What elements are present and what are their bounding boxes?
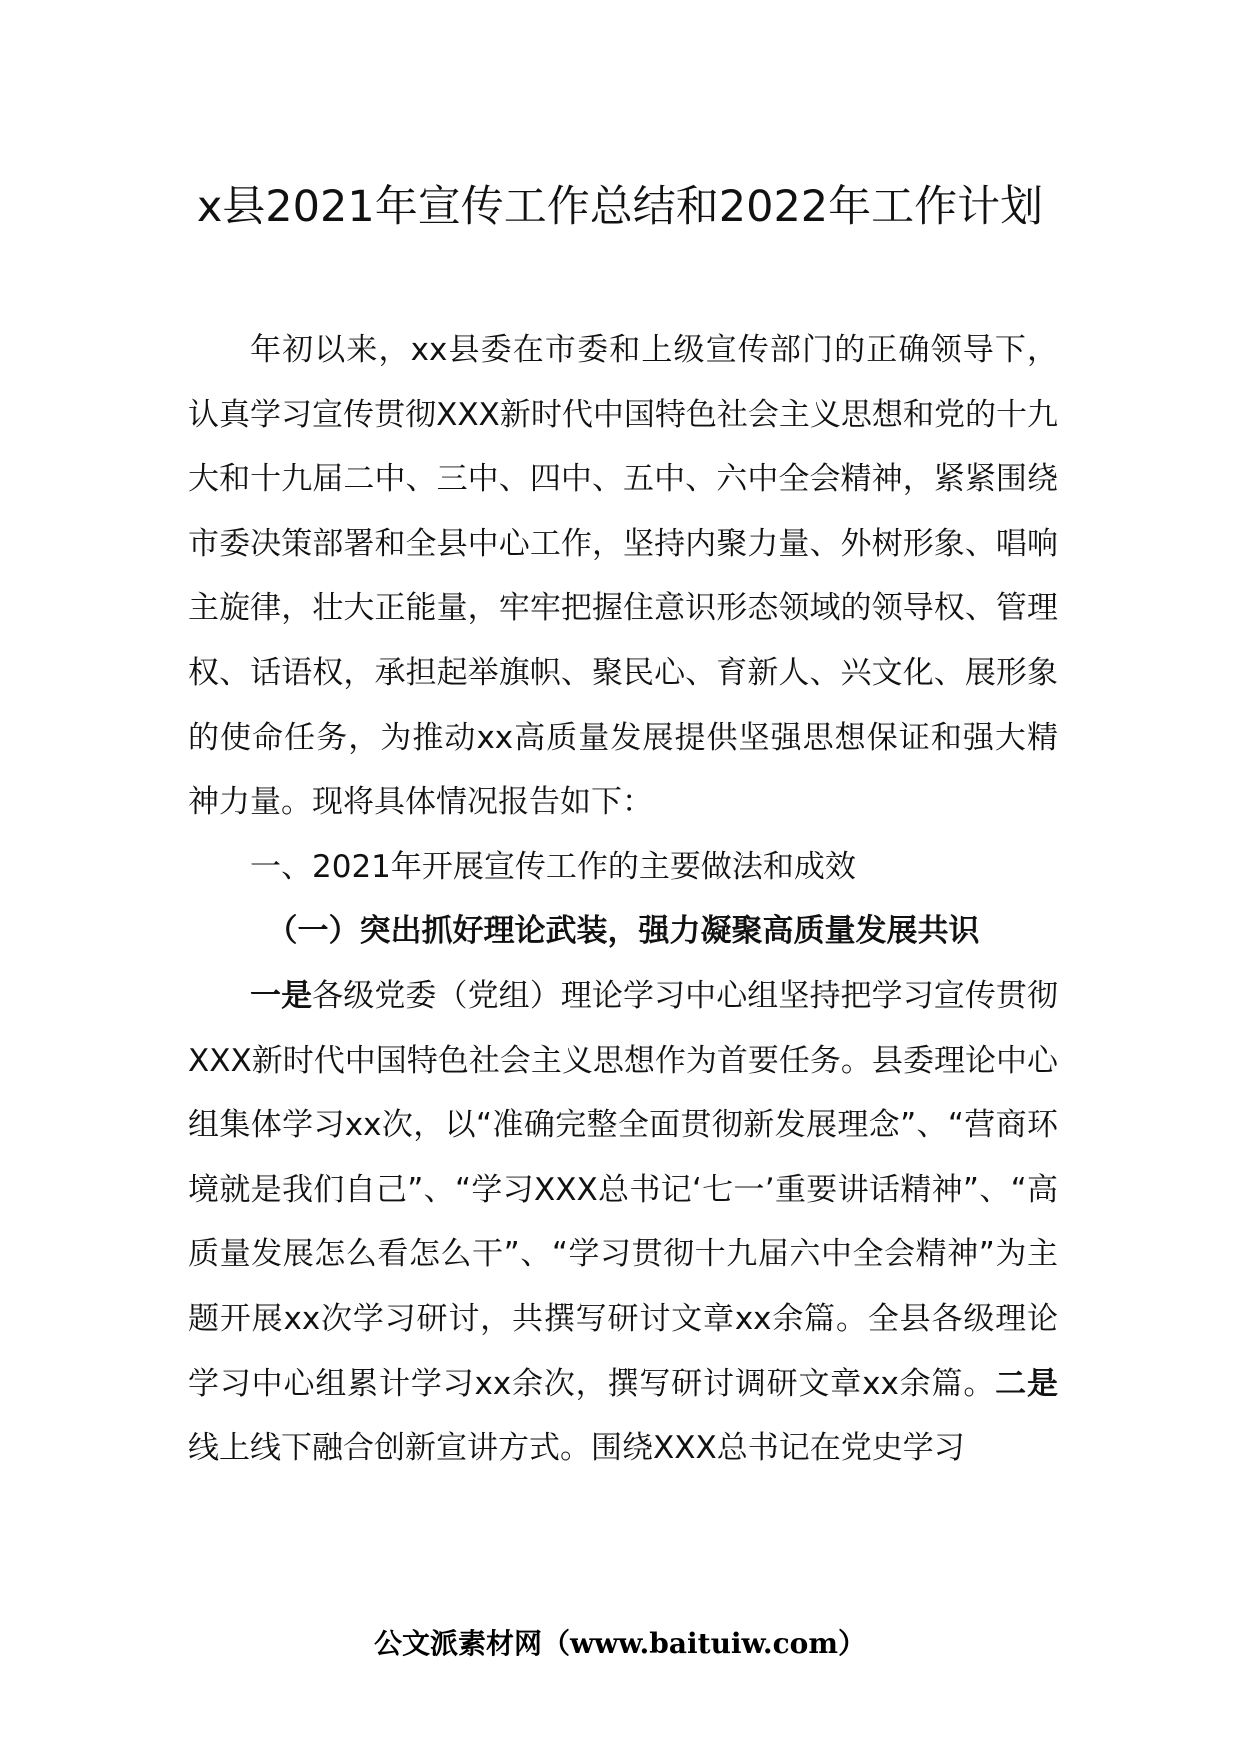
point-two-text: 线上线下融合创新宣讲方式。围绕XXX总书记在党史学习 <box>188 1430 965 1467</box>
point-one-label: 一是 <box>250 977 313 1014</box>
section-heading: 一、2021年开展宣传工作的主要做法和成效 <box>250 848 856 885</box>
point-one-text: 各级党委（党组）理论学习中心组坚持把学习宣传贯彻XXX新时代中国特色社会主义思想作为首要任务。县委理论中心组集体学习xx次，以“准确完整全面贯彻新发展理念”、“营商环境就是我们自己”、“学习XXX总书记‘七一’重要讲话精神”、“高质量发展怎么看怎么干”、“学习贯彻十九届六中全会精神”为主题开展xx次学习研讨，共撰写研讨文章xx余篇。全县各级理论学习中心组累计学习xx余次，撰写研讨调研文章xx余篇。 <box>188 977 1059 1402</box>
footer-watermark: 公文派素材网（www.baituiw.com） <box>374 1627 866 1660</box>
document-body <box>188 318 1058 1481</box>
point-two-label: 二是 <box>995 1365 1059 1402</box>
subsection-heading: （一）突出抓好理论武装，强力凝聚高质量发展共识 <box>266 913 980 950</box>
point-paragraph <box>188 964 1058 1481</box>
intro-paragraph: 年初以来，xx县委在市委和上级宣传部门的正确领导下，认真学习宣传贯彻XXX新时代中国特色社会主义思想和党的十九大和十九届二中、三中、四中、五中、六中全会精神，紧紧围绕市委决策部署和全县中心工作，坚持内聚力量、外树形象、唱响主旋律，壮大正能量，牢牢把握住意识形态领域的领导权、管理权、话语权，承担起举旗帜、聚民心、育新人、兴文化、展形象的使命任务，为推动xx高质量发展提供坚强思想保证和强大精神力量。现将具体情况报告如下： <box>188 332 1058 821</box>
document-title: x县2021年宣传工作总结和2022年工作计划 <box>196 182 1044 232</box>
